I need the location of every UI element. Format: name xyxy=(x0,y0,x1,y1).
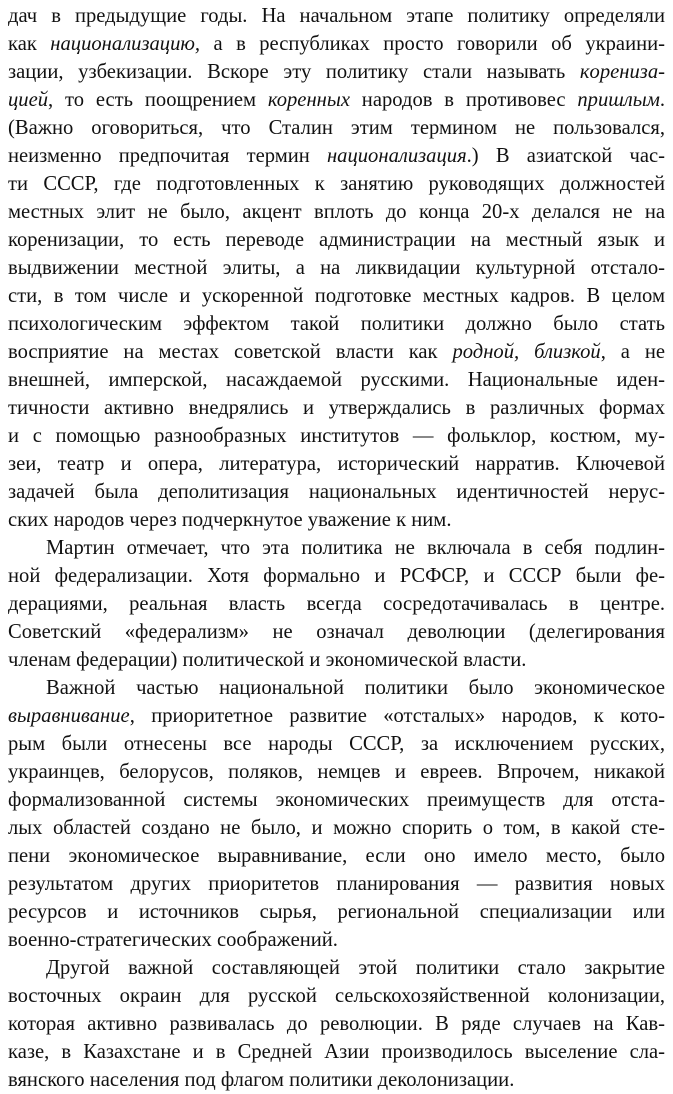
text-run: .) В азиатской час- xyxy=(466,145,665,167)
text-line xyxy=(8,758,665,786)
text-line xyxy=(8,590,665,618)
book-page xyxy=(8,2,665,1094)
text-run: ной федерализации. Хотя формально и РСФСР, и СССР были фе- xyxy=(8,565,665,587)
text-run: а в республиках просто говорили об украини- xyxy=(200,33,665,55)
italic-term: пришлым xyxy=(577,89,660,111)
italic-term: родной, близкой xyxy=(452,341,601,363)
text-run: украинцев, белорусов, поляков, немцев и евреев. Впрочем, никакой xyxy=(8,761,665,783)
text-run: . xyxy=(659,89,666,111)
text-line xyxy=(8,450,665,478)
text-run: , приоритетное развитие «отсталых» народов, к кото- xyxy=(129,705,665,727)
text-line xyxy=(8,198,665,226)
text-run: рым были отнесены все народы СССР, за исключением русских, xyxy=(8,733,665,755)
text-line xyxy=(8,142,665,170)
text-run: зеи, театр и опера, литература, исторический нарратив. Ключевой xyxy=(8,453,665,475)
text-run: членам федерации) политической и экономической власти. xyxy=(8,649,527,671)
text-run: , а не xyxy=(600,341,666,363)
text-line xyxy=(8,1010,665,1038)
italic-term: выравнивание xyxy=(8,705,130,727)
text-run: восточных окраин для русской сельскохозяйственной колонизации, xyxy=(8,985,665,1007)
text-run: лых областей создано не было, и можно спорить о том, в какой сте- xyxy=(8,817,665,839)
text-run: и с помощью разнообразных институтов — фольклор, костюм, му- xyxy=(8,425,665,447)
text-run: ских народов через подчеркнутое уважение к ним. xyxy=(8,509,452,531)
text-line xyxy=(8,1038,665,1066)
text-run: коренизации, то есть переводе администрации на местный язык и xyxy=(8,229,665,251)
text-line xyxy=(8,814,665,842)
text-run: как xyxy=(8,33,51,55)
text-line xyxy=(8,786,665,814)
text-line xyxy=(8,86,665,114)
text-run: , то есть поощрением xyxy=(48,89,268,111)
text-run: (Важно оговориться, что Сталин этим термином не пользовался, xyxy=(8,117,665,139)
text-run: Важной частью национальной политики было экономическое xyxy=(46,677,665,699)
italic-term: национализация xyxy=(326,145,467,167)
italic-term: национализацию, xyxy=(50,33,201,55)
text-run: зации, узбекизации. Вскоре эту политику стали называть xyxy=(8,61,580,83)
italic-term: коренных xyxy=(267,89,350,111)
paragraph xyxy=(8,534,665,674)
paragraph xyxy=(8,954,665,1094)
text-run: казе, в Казахстане и в Средней Азии производилось выселение сла- xyxy=(8,1041,665,1063)
text-line xyxy=(8,310,665,338)
text-run: Мартин отмечает, что эта политика не включала в себя подлин- xyxy=(46,537,665,559)
text-run: которая активно развивалась до революции. В ряде случаев на Кав- xyxy=(8,1013,665,1035)
text-line xyxy=(8,926,665,954)
text-line xyxy=(8,338,665,366)
text-line xyxy=(8,562,665,590)
text-run: восприятие на местах советской власти как xyxy=(8,341,453,363)
text-run: тичности активно внедрялись и утверждались в различных формах xyxy=(8,397,665,419)
text-line xyxy=(8,2,665,30)
text-run: Другой важной составляющей этой политики стало закрытие xyxy=(46,957,665,979)
text-line xyxy=(8,534,665,562)
text-run: народов в противовес xyxy=(349,89,578,111)
text-line xyxy=(8,1066,665,1094)
text-line xyxy=(8,282,665,310)
italic-term: цией xyxy=(8,89,49,111)
text-run: неизменно предпочитая термин xyxy=(8,145,327,167)
text-run: Советский «федерализм» не означал деволюции (делегирования xyxy=(8,621,665,643)
text-line xyxy=(8,982,665,1010)
text-line xyxy=(8,730,665,758)
text-run: военно-стратегических соображений. xyxy=(8,929,338,951)
text-line xyxy=(8,702,665,730)
text-run: дерациями, реальная власть всегда сосредотачивалась в центре. xyxy=(8,593,665,615)
text-run: ти СССР, где подготовленных к занятию руководящих должностей xyxy=(8,173,665,195)
text-line xyxy=(8,870,665,898)
text-line xyxy=(8,394,665,422)
text-run: внешней, имперской, насаждаемой русскими. Национальные иден- xyxy=(8,369,665,391)
text-line xyxy=(8,170,665,198)
text-line xyxy=(8,898,665,926)
text-line xyxy=(8,226,665,254)
text-line xyxy=(8,422,665,450)
text-line xyxy=(8,646,665,674)
text-run: ресурсов и источников сырья, региональной специализации или xyxy=(8,901,665,923)
text-run: дач в предыдущие годы. На начальном этапе политику определяли xyxy=(8,5,665,27)
paragraph xyxy=(8,674,665,954)
text-run: сти, в том числе и ускоренной подготовке местных кадров. В целом xyxy=(8,285,665,307)
italic-term: кoрениза- xyxy=(579,61,665,83)
text-run: результатом других приоритетов планирования — развития новых xyxy=(8,873,665,895)
text-run: психологическим эффектом такой политики должно было стать xyxy=(8,313,665,335)
text-run: задачей была деполитизация национальных идентичностей нерус- xyxy=(8,481,665,503)
text-line xyxy=(8,478,665,506)
text-run: формализованной системы экономических преимуществ для отста- xyxy=(8,789,665,811)
text-line xyxy=(8,842,665,870)
text-line xyxy=(8,506,665,534)
text-line xyxy=(8,954,665,982)
text-line xyxy=(8,254,665,282)
text-run: местных элит не было, акцент вплоть до конца 20-х делался не на xyxy=(8,201,665,223)
text-line xyxy=(8,674,665,702)
text-run: пени экономическое выравнивание, если оно имело место, было xyxy=(8,845,665,867)
text-line xyxy=(8,618,665,646)
text-line xyxy=(8,58,665,86)
text-line xyxy=(8,114,665,142)
text-line xyxy=(8,366,665,394)
text-run: вянского населения под флагом политики деколонизации. xyxy=(8,1069,515,1091)
paragraph xyxy=(8,2,665,534)
text-line xyxy=(8,30,665,58)
text-run: выдвижении местной элиты, а на ликвидации культурной отстало- xyxy=(8,257,665,279)
